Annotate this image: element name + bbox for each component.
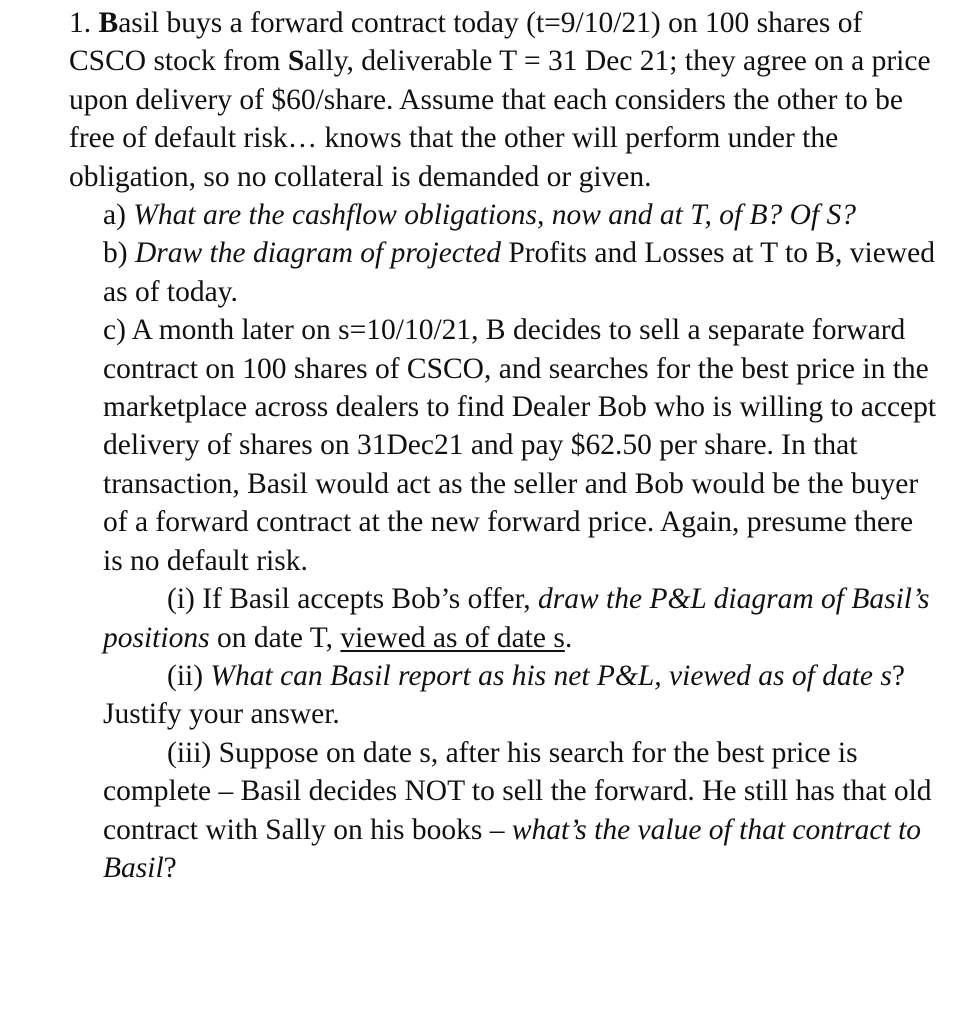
part-c-i-underlined: viewed as of date s: [340, 621, 565, 654]
intro-text-1: asil buys a forward contract today (t=9/10/21) on 100 shares of CSCO stock from: [69, 7, 863, 78]
part-c-iii-end: ?: [163, 851, 177, 884]
intro-text-2: ally, deliverable T = 31 Dec 21; they agree on a price upon delivery of $60/share. Assume that each considers the other to be free of default risk… knows that the other will perform under the obligation, so no collateral is demanded or given.: [69, 45, 931, 193]
part-c-i-italic: draw the P&L diagram of Basil’s positions: [103, 583, 930, 654]
part-c-ii-end: ? Justify your answer.: [103, 659, 905, 731]
part-a-question: What are the cashflow obligations, now and at T, of B? Of S?: [133, 199, 857, 232]
part-c-ii: [69, 657, 939, 734]
part-b-label: b): [103, 237, 135, 270]
problem-intro: [69, 4, 939, 196]
problem-1: [69, 4, 939, 887]
sally-initial: S: [287, 45, 305, 78]
part-c-ii-italic: What can Basil report as his net P&L, viewed as of date s: [210, 659, 892, 692]
problem-number: 1.: [69, 7, 99, 39]
part-b: [69, 234, 939, 311]
part-c-iii-italic: what’s the value of that contract to Basil: [103, 813, 922, 884]
part-c-i-mid: on date T,: [209, 621, 341, 654]
part-c-iii-lead: (iii) Suppose on date s, after his search for the best price is complete – Basil decides NOT to sell the forward. He still has that old contract with Sally on his books –: [103, 736, 932, 846]
part-c-iii: [69, 734, 939, 888]
part-a-label: a): [103, 199, 134, 232]
basil-initial: B: [98, 7, 119, 39]
part-b-italic: Draw the diagram of projected: [134, 237, 501, 270]
part-c-ii-lead: (ii): [167, 659, 211, 692]
part-a: [69, 196, 939, 234]
part-b-rest: Profits and Losses at T to B, viewed as of today.: [103, 237, 935, 308]
part-c-text: c) A month later on s=10/10/21, B decides to sell a separate forward contract on 100 shares of CSCO, and searches for the best price in the marketplace across dealers to find Dealer Bob who is willing to accept delivery of shares on 31Dec21 and pay $62.50 per share. In that transaction, Basil would act as the seller and Bob would be the buyer of a forward contract at the new forward price. Again, presume there is no default risk.: [103, 314, 937, 577]
part-c: [69, 311, 939, 580]
part-c-i-lead: (i) If Basil accepts Bob’s offer,: [167, 583, 539, 616]
part-c-i: [69, 580, 939, 657]
part-c-i-end: .: [564, 621, 573, 654]
